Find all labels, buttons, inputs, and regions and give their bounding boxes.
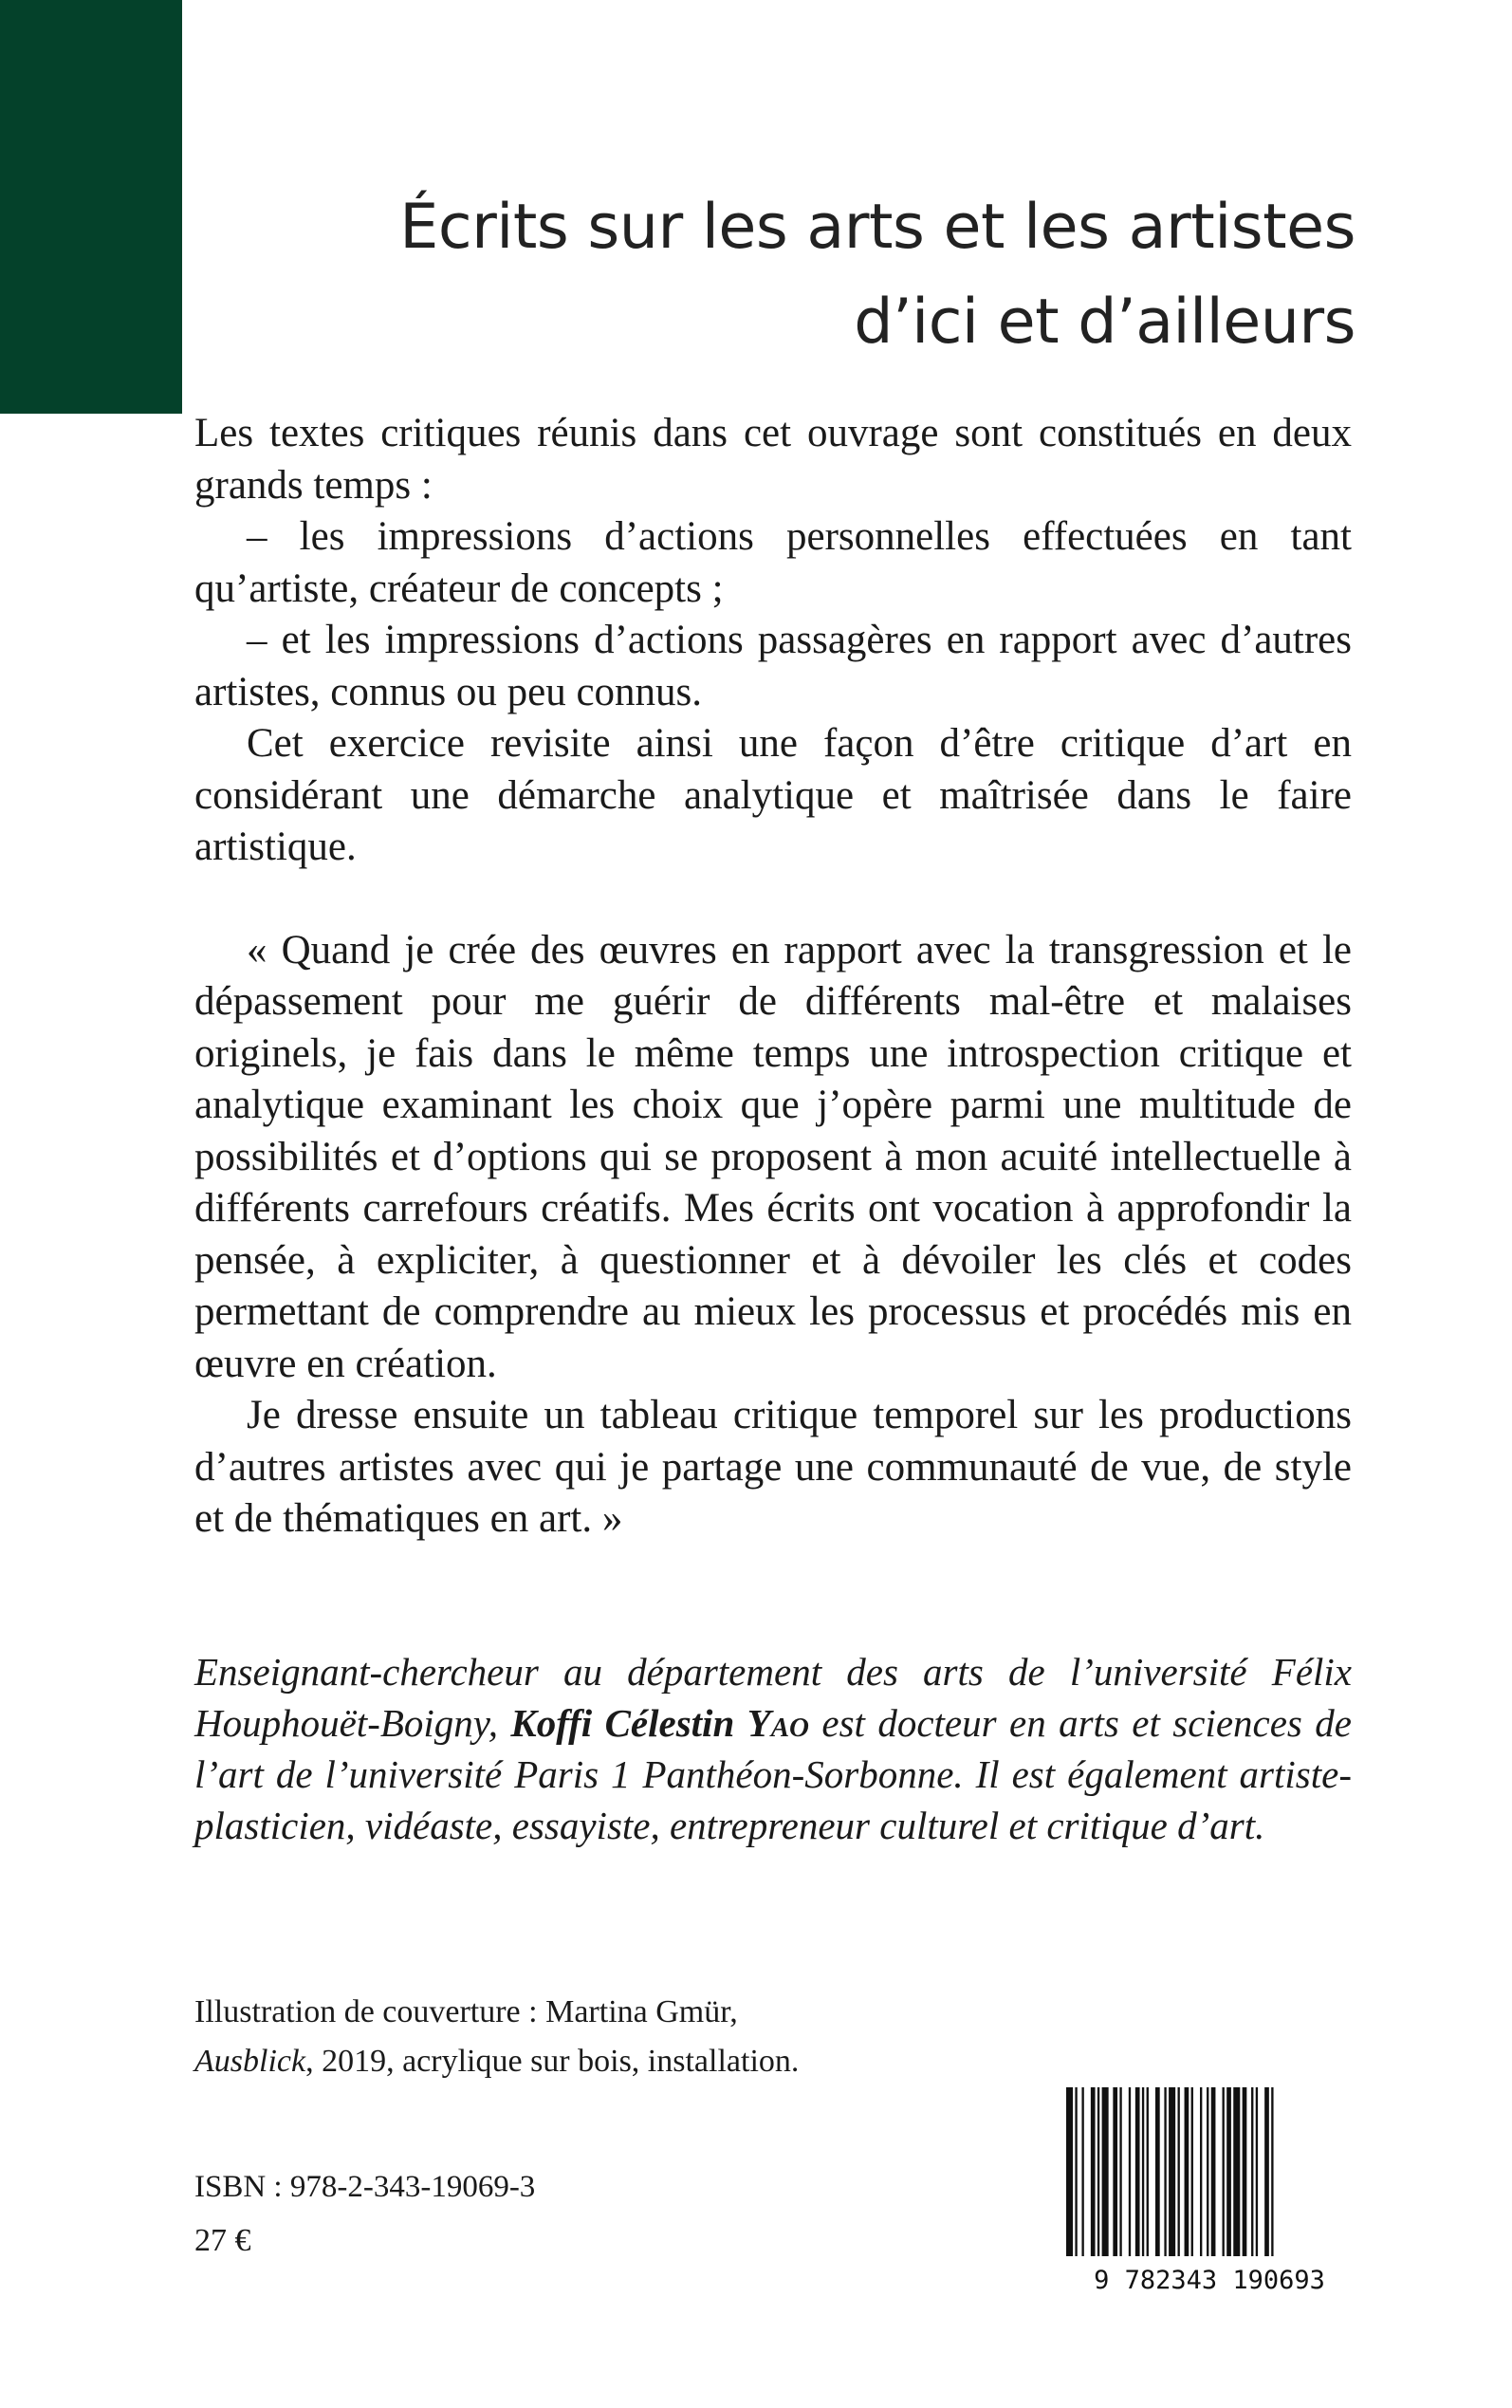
list-item-2: – et les impressions d’actions passagères en rapport avec d’autres artistes, connus ou peu connus. — [194, 618, 1352, 714]
barcode-bar — [1243, 2087, 1247, 2256]
cover-credits: Illustration de couverture : Martina Gmür, Ausblick, 2019, acrylique sur bois, installation. — [194, 1994, 800, 2079]
barcode-bar — [1264, 2087, 1269, 2256]
barcode-bar — [1119, 2087, 1121, 2256]
barcode-bar — [1129, 2087, 1131, 2256]
barcode-bar — [1091, 2087, 1096, 2256]
back-cover-text — [194, 408, 1352, 1546]
barcode-bar — [1185, 2087, 1189, 2256]
barcode-bar — [1200, 2087, 1202, 2256]
isbn-barcode — [1062, 2087, 1356, 2296]
summary-paragraph: Cet exercice revisite ainsi une façon d’être critique d’art en considérant une démarche analytique et maîtrisée dans le faire artistique. — [194, 721, 1352, 869]
isbn-label: ISBN : 978-2-343-19069-3 — [194, 2170, 536, 2204]
barcode-bar — [1164, 2087, 1166, 2256]
barcode-bar — [1223, 2087, 1225, 2256]
barcode-bar — [1081, 2087, 1083, 2256]
barcode-bar — [1207, 2087, 1208, 2256]
list-item-1: – les impressions d’actions personnelles effectuées en tant qu’artiste, créateur de concepts ; — [194, 514, 1352, 611]
price-label: 27 € — [194, 2223, 251, 2258]
barcode-bar — [1251, 2087, 1253, 2256]
barcode-bar — [1142, 2087, 1144, 2256]
barcode-bar — [1191, 2087, 1193, 2256]
barcode-bar — [1271, 2087, 1273, 2256]
barcode-bar — [1211, 2087, 1216, 2256]
barcode-bar — [1169, 2087, 1175, 2256]
book-title — [399, 180, 1355, 370]
barcode-bar — [1135, 2087, 1140, 2256]
title-line-2: d’ici et d’ailleurs — [854, 287, 1355, 358]
barcode-bar — [1155, 2087, 1160, 2256]
author-bio: Enseignant-chercheur au département des arts de l’université Félix Houphouët-Boigny, Koffi Célestin Yao est docteur en arts et sciences de l’art de l’université Paris 1 Panthéon-Sorbonne. Il est également artiste-plasticien, vidéaste, essayiste, entrepreneur culturel et critique d’art. — [194, 1650, 1352, 1847]
barcode-bar — [1178, 2087, 1180, 2256]
quote-paragraph-2: Je dresse ensuite un tableau critique temporel sur les productions d’autres artistes avec qui je partage une communauté de vue, de style et de thématiques en art. » — [194, 1393, 1352, 1541]
barcode-bar — [1147, 2087, 1149, 2256]
barcode-bar — [1066, 2087, 1073, 2256]
barcode-bar — [1113, 2087, 1117, 2256]
barcode-digits: 9 782343 190693 — [1094, 2266, 1325, 2295]
title-line-1: Écrits sur les arts et les artistes — [399, 192, 1355, 263]
barcode-graphic — [1062, 2087, 1356, 2296]
barcode-bar — [1102, 2087, 1109, 2256]
barcode-bar — [1075, 2087, 1077, 2256]
barcode-bar — [1256, 2087, 1258, 2256]
barcode-bar — [1097, 2087, 1099, 2256]
intro-paragraph: Les textes critiques réunis dans cet ouvrage sont constitués en deux grands temps : — [194, 411, 1352, 508]
author-name: Koffi Célestin Yao — [510, 1701, 809, 1745]
barcode-bar — [1233, 2087, 1240, 2256]
barcode-bar — [1226, 2087, 1231, 2256]
green-accent-block — [0, 0, 182, 414]
quote-paragraph-1: « Quand je crée des œuvres en rapport avec la transgression et le dépassement pour me guérir de différents mal-être et malaises originels, je fais dans le même temps une introspection critique et analytique examinant les choix que j’opère parmi une multitude de possibilités et d’options qui se proposent à mon acuité intellectuelle à différents carrefours créatifs. Mes écrits ont vocation à approfondir la pensée, à expliciter, à questionner et à dévoiler les clés et codes permettant de comprendre au mieux les processus et procédés mis en œuvre en création. — [194, 927, 1352, 1386]
